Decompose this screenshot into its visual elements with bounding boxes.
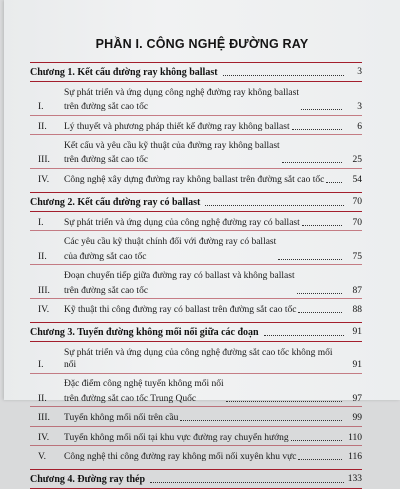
entry-page-number: 116	[348, 451, 362, 462]
dot-leader	[292, 129, 342, 130]
dot-leader	[226, 401, 342, 402]
chapter-page-number: 3	[357, 67, 362, 77]
entry-text: Các yêu cầu kỹ thuật chính đối với đường ray có ballast	[64, 237, 277, 248]
book-page	[4, 0, 400, 485]
chapter-page-number: 91	[352, 327, 362, 338]
dot-leader	[301, 109, 342, 110]
entry-text: Tuyến không mối nối trên cầu	[64, 413, 179, 424]
dot-leader	[264, 335, 344, 336]
chapter-heading	[30, 62, 362, 82]
entry-text: Sự phát triển và ứng dụng của công nghệ đường ray có ballast	[64, 217, 300, 228]
toc-entry	[30, 87, 362, 116]
entry-page-number: 3	[357, 102, 362, 113]
dot-leader	[297, 293, 342, 294]
entry-text: Sự phát triển và ứng dụng công nghệ đường ray không ballast	[64, 87, 299, 98]
entry-text: Tuyến không mối nối tại khu vực đường ray chuyển hướng	[64, 432, 289, 443]
entry-text: Công nghệ xây dựng đường ray không ballast trên đường sắt cao tốc	[64, 174, 325, 185]
entry-number: IV.	[38, 174, 50, 185]
entry-page-number: 25	[352, 155, 362, 166]
entry-number: III.	[38, 155, 50, 166]
chapter-heading	[30, 192, 362, 212]
entry-number: III.	[38, 413, 50, 424]
page-title: PHẦN I. CÔNG NGHỆ ĐƯỜNG RAY	[95, 37, 309, 51]
entry-number: I.	[38, 217, 44, 228]
entry-page-number: 88	[352, 304, 362, 315]
dot-leader	[302, 225, 342, 226]
toc-entry	[30, 174, 362, 188]
entry-text: trên đường sắt cao tốc	[64, 102, 149, 113]
entry-page-number: 54	[352, 174, 362, 185]
chapter-title: Chương 2. Kết cấu đường ray có ballast	[30, 196, 201, 208]
toc-entry	[30, 121, 362, 136]
chapter-title: Chương 1. Kết cấu đường ray không ballast	[30, 66, 218, 78]
entry-text: Lý thuyết và phương pháp thiết kế đường ray không ballast	[64, 121, 290, 132]
entry-number: I.	[38, 102, 44, 113]
entry-text: trên đường sắt cao tốc	[64, 285, 149, 296]
entry-text: Kết cấu và yêu cầu kỹ thuật của đường ray không ballast	[64, 140, 280, 151]
toc-entry	[30, 451, 362, 465]
chapter-heading	[30, 469, 362, 489]
entry-number: IV.	[38, 432, 50, 443]
entry-page-number: 6	[357, 121, 362, 132]
toc-entry	[30, 347, 362, 374]
toc-entry	[30, 378, 362, 407]
toc-entry	[30, 236, 362, 265]
entry-page-number: 70	[352, 217, 362, 228]
entry-text: của đường sắt cao tốc	[64, 251, 147, 262]
entry-number: II.	[38, 393, 47, 404]
entry-number: I.	[38, 360, 44, 371]
table-of-contents	[30, 60, 362, 489]
dot-leader	[180, 420, 342, 421]
entry-page-number: 97	[352, 393, 362, 404]
dot-leader	[282, 162, 342, 163]
entry-text: trên đường sắt cao tốc	[64, 155, 149, 166]
toc-entry	[30, 140, 362, 169]
dot-leader	[205, 205, 344, 206]
dot-leader	[298, 459, 342, 460]
toc-entry	[30, 432, 362, 447]
entry-number: III.	[38, 285, 50, 296]
entry-text: Sự phát triển và ứng dụng của công nghệ đường sắt cao tốc không mối nối	[64, 348, 333, 371]
entry-page-number: 99	[352, 413, 362, 424]
dot-leader	[223, 75, 344, 76]
entry-text: trên đường sắt cao tốc Trung Quốc	[64, 393, 197, 404]
toc-entry	[30, 217, 362, 232]
chapter-heading	[30, 322, 362, 342]
entry-page-number: 75	[352, 251, 362, 262]
toc-entry	[30, 270, 362, 299]
chapter-title: Chương 4. Đường ray thép	[30, 473, 146, 485]
chapter-title: Chương 3. Tuyến đường không mối nối giữa các đoạn	[30, 326, 259, 338]
entry-text: Đoạn chuyển tiếp giữa đường ray có ballast và không ballast	[64, 271, 295, 282]
dot-leader	[298, 312, 342, 313]
dot-leader	[150, 482, 344, 483]
entry-page-number: 110	[348, 432, 362, 443]
entry-text: Đặc điểm công nghệ tuyến không mối nối	[64, 379, 224, 390]
entry-page-number: 91	[352, 360, 362, 371]
dot-leader	[291, 440, 342, 441]
entry-number: II.	[38, 251, 47, 262]
dot-leader	[326, 182, 342, 183]
dot-leader	[278, 259, 342, 260]
toc-entry	[30, 412, 362, 427]
chapter-page-number: 70	[352, 197, 362, 208]
entry-number: II.	[38, 121, 47, 132]
entry-text: Công nghệ thi công đường ray không mối nối xuyên khu vực	[64, 451, 297, 462]
entry-page-number: 87	[352, 285, 362, 296]
entry-text: Kỹ thuật thi công đường ray có ballast trên đường sắt cao tốc	[64, 304, 297, 315]
entry-number: IV.	[38, 304, 50, 315]
entry-number: V.	[38, 451, 47, 462]
chapter-page-number: 133	[347, 474, 362, 485]
toc-entry	[30, 304, 362, 318]
